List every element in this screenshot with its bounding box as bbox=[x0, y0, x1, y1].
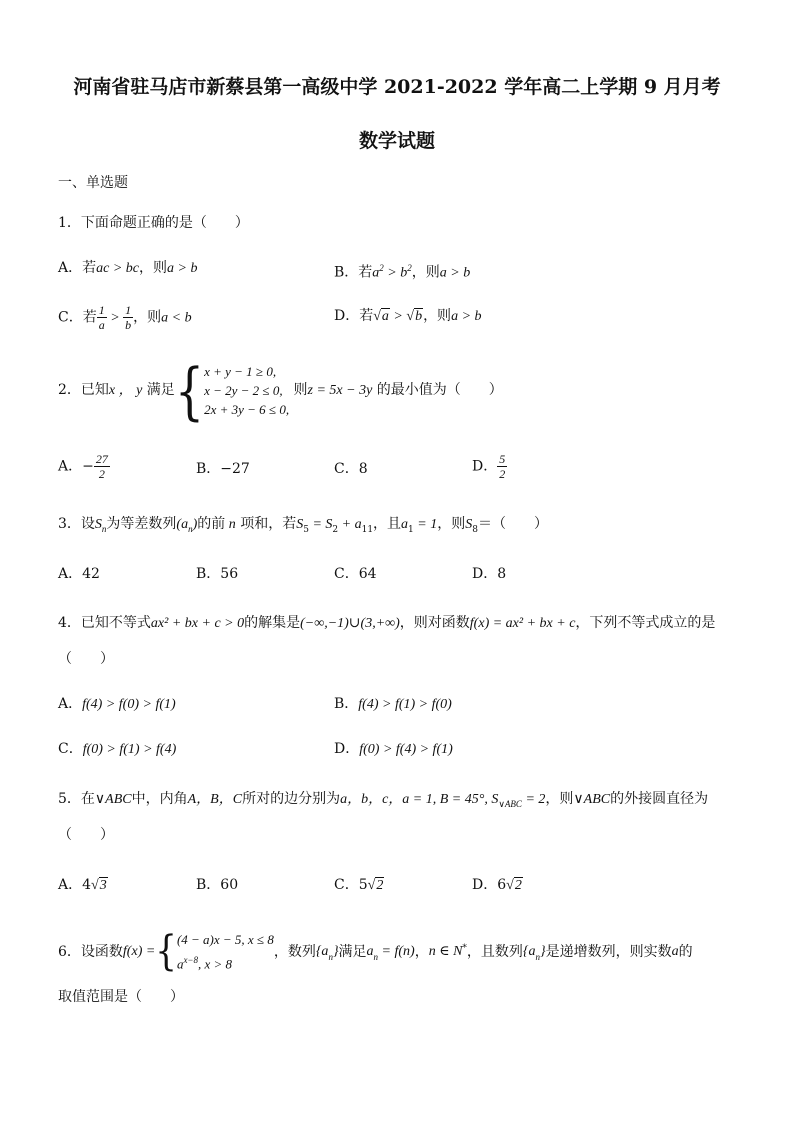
q3-option-c: C．64 bbox=[334, 566, 377, 582]
question-5-paren: （ ） bbox=[58, 827, 114, 843]
q4-option-c: C．f(0) > f(1) > f(4) bbox=[58, 741, 177, 757]
question-6-line2: 取值范围是（ ） bbox=[58, 989, 184, 1005]
q5-option-a: A．4√3 bbox=[58, 877, 107, 893]
q5-option-d: D．6√2 bbox=[472, 877, 522, 893]
fraction-1-over-a: $\frac{1}{a}$ bbox=[98, 303, 105, 332]
q3-option-a: A．42 bbox=[58, 566, 100, 582]
q1-option-b: B．若$a^2 > b^2$，则a > b bbox=[334, 263, 471, 281]
q2-option-a: A．− $\frac{27}{2}$ bbox=[58, 452, 108, 481]
q1-option-c: C．若 $\frac{1}{a}$ > $\frac{1}{b}$ ，则a < b bbox=[58, 303, 192, 332]
inequality-system: { x + y − 1 ≥ 0, x − 2y − 2 ≤ 0, 2x + 3y − 6 ≤ 0, bbox=[174, 354, 290, 427]
question-2-stem: 2．已知x ， y 满足{ x + y − 1 ≥ 0, x − 2y − 2 ≤ 0, 2x + 3y − 6 ≤ 0, 则z = 5x − 3y 的最小值为（ ） bbox=[58, 354, 503, 427]
fraction-1-over-b: $\frac{1}{b}$ bbox=[125, 303, 132, 332]
brace-icon: { bbox=[174, 354, 205, 427]
q4-option-a: A．f(4) > f(0) > f(1) bbox=[58, 696, 176, 712]
q1-option-a: A．若ac > bc，则a > b bbox=[58, 260, 198, 276]
q4-option-b: B．f(4) > f(1) > f(0) bbox=[334, 696, 452, 712]
brace-icon: { bbox=[155, 928, 177, 977]
question-1-stem: 1．下面命题正确的是（ ） bbox=[58, 215, 249, 231]
q2-option-d: D． $\frac{5}{2}$ bbox=[472, 452, 506, 481]
exam-subtitle: 数学试题 bbox=[358, 130, 435, 152]
q3-option-b: B．56 bbox=[196, 566, 239, 582]
q5-option-c: C．5√2 bbox=[334, 877, 384, 893]
question-5-stem: 5．在∨ABC中，内角A，B，C所对的边分别为a，b，c，a = 1, B = 45°, $S_{\vee ABC} = 2$，则∨ABC的外接圆直径为 bbox=[58, 791, 709, 809]
q4-option-d: D．f(0) > f(4) > f(1) bbox=[334, 741, 453, 757]
q2-option-b: B．−27 bbox=[196, 461, 250, 477]
section-heading: 一、单选题 bbox=[58, 175, 128, 191]
question-3-stem: 3．设$S_n$为等差数列$(a_n)$的前 n 项和，若$S_5 = S_2 + a_{11}$，且$a_1 = 1$，则$S_8=$（ ） bbox=[58, 516, 548, 535]
q2-option-c: C．8 bbox=[334, 461, 368, 477]
q1-option-d: D．若√a > √b，则a > b bbox=[334, 308, 482, 324]
q5-option-b: B．60 bbox=[196, 877, 239, 893]
question-4-paren: （ ） bbox=[58, 651, 114, 667]
question-4-stem: 4．已知不等式ax² + bx + c > 0的解集是(−∞,−1)∪(3,+∞)，则对函数f(x) = ax² + bx + c，下列不等式成立的是 bbox=[58, 615, 716, 631]
exam-title: 河南省驻马店市新蔡县第一高级中学 2021-2022 学年高二上学期 9 月月考 bbox=[73, 76, 721, 98]
piecewise-function: { (4 − a)x − 5, x ≤ 8 $a^{x-8}$, x > 8 bbox=[155, 928, 274, 977]
question-6-stem: 6．设函数f(x) ={ (4 − a)x − 5, x ≤ 8 $a^{x-8}$, x > 8 ，数列$\{a_n\}$满足$a_n = f(n)$，n ∈ N*，且数列$\{a_n\}$是递增数列，则实数a的 bbox=[58, 928, 693, 977]
q3-option-d: D．8 bbox=[472, 566, 507, 582]
